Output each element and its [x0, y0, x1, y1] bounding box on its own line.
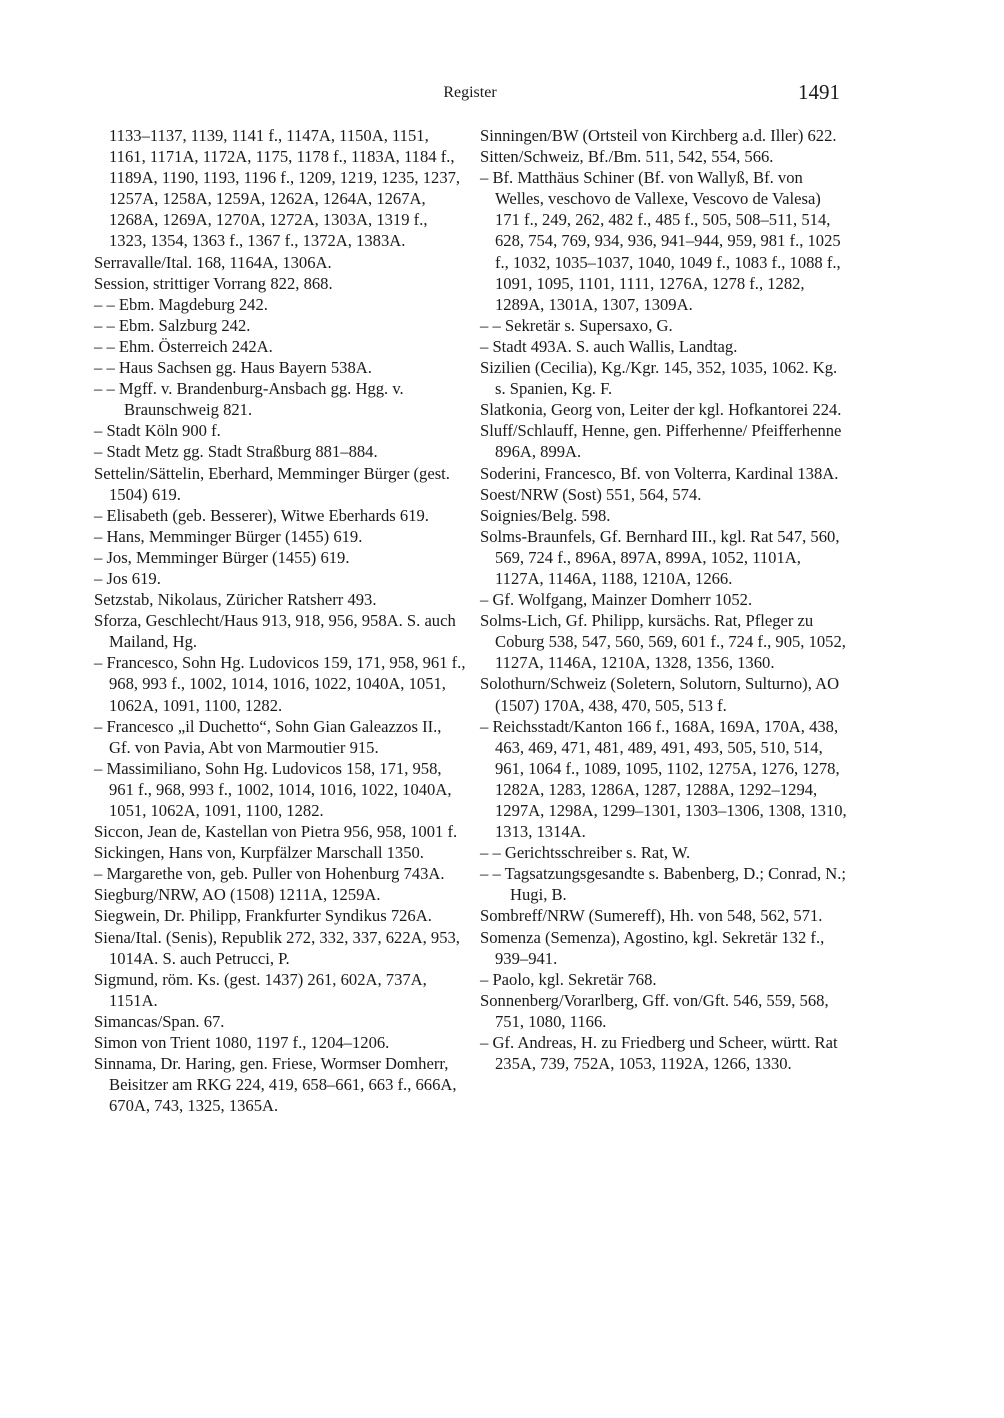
index-entry: – Margarethe von, geb. Puller von Hohenburg 743A. — [94, 864, 445, 884]
index-entry: – Gf. Wolfgang, Mainzer Domherr 1052. — [480, 590, 753, 610]
index-entry: – Stadt Metz gg. Stadt Straßburg 881–884. — [94, 442, 378, 462]
index-entry: Solms-Lich, Gf. Philipp, kursächs. Rat, Pfleger zu Coburg 538, 547, 560, 569, 601 f., 724 f., 905, 1052, 1127A, 1146A, 1210A, 1328, 1356, 1360. — [480, 611, 846, 673]
index-entry: Sonnenberg/Vorarlberg, Gff. von/Gft. 546, 559, 568, 751, 1080, 1166. — [480, 990, 829, 1031]
index-entry: – – Haus Sachsen gg. Haus Bayern 538A. — [94, 358, 372, 378]
index-entry: Siegwein, Dr. Philipp, Frankfurter Syndikus 726A. — [94, 906, 432, 926]
index-entry: Sombreff/NRW (Sumereff), Hh. von 548, 562, 571. — [480, 906, 823, 926]
index-entry: Session, strittiger Vorrang 822, 868. — [94, 273, 333, 293]
index-entry: Sluff/Schlauff, Henne, gen. Pifferhenne/ Pfeifferhenne 896A, 899A. — [480, 421, 842, 462]
index-entry: Siccon, Jean de, Kastellan von Pietra 956, 958, 1001 f. — [94, 822, 458, 842]
index-entry: – Hans, Memminger Bürger (1455) 619. — [94, 526, 363, 546]
index-entry: Solms-Braunfels, Gf. Bernhard III., kgl. Rat 547, 560, 569, 724 f., 896A, 897A, 899A, 1052, 1101A, 1127A, 1146A, 1188, 1210A, 1266. — [480, 526, 840, 588]
index-entry: – Stadt 493A. S. auch Wallis, Landtag. — [480, 336, 738, 356]
index-entry: Solothurn/Schweiz (Soletern, Solutorn, Sulturno), AO (1507) 170A, 438, 470, 505, 513 f. — [480, 674, 840, 715]
index-entry: Siena/Ital. (Senis), Republik 272, 332, 337, 622A, 953, 1014A. S. auch Petrucci, P. — [94, 927, 460, 968]
index-entry: – – Sekretär s. Supersaxo, G. — [480, 315, 673, 335]
index-entry: Simon von Trient 1080, 1197 f., 1204–1206. — [94, 1033, 390, 1053]
index-entry: Sinningen/BW (Ortsteil von Kirchberg a.d. Iller) 622. — [480, 126, 837, 145]
index-entry: – – Ebm. Magdeburg 242. — [94, 294, 268, 314]
index-entry: Somenza (Semenza), Agostino, kgl. Sekretär 132 f., 939–941. — [480, 927, 825, 968]
index-entry: – – Gerichtsschreiber s. Rat, W. — [480, 843, 691, 863]
index-entry: – Jos, Memminger Bürger (1455) 619. — [94, 547, 350, 567]
index-entry: Setzstab, Nikolaus, Züricher Ratsherr 493. — [94, 590, 377, 610]
index-entry: Serravalle/Ital. 168, 1164A, 1306A. — [94, 252, 332, 272]
index-entry: – Reichsstadt/Kanton 166 f., 168A, 169A, 170A, 438, 463, 469, 471, 481, 489, 491, 493, 505, 510, 514, 961, 1064 f., 1089, 1095, 1102, 1275A, 1276, 1278, 1282A, 1283, 1286A, 1287, 1288A, 1292–1294, 1297A, 1298A, 1299–1301, 1303–1306, 1308, 1310, 1313, 1314A. — [480, 716, 847, 842]
index-entry: – Stadt Köln 900 f. — [94, 421, 221, 441]
index-entry: – Massimiliano, Sohn Hg. Ludovicos 158, 171, 958, 961 f., 968, 993 f., 1002, 1014, 1016, 1022, 1040A, 1051, 1062A, 1091, 1100, 1282. — [94, 758, 452, 820]
index-entry: – Francesco, Sohn Hg. Ludovicos 159, 171, 958, 961 f., 968, 993 f., 1002, 1014, 1016, 1022, 1040A, 1051, 1062A, 1091, 1100, 1282. — [94, 653, 466, 715]
index-column-right — [480, 125, 848, 1074]
index-entry: – Francesco „il Duchetto“, Sohn Gian Galeazzos II., Gf. von Pavia, Abt von Marmoutier 915. — [94, 716, 442, 757]
index-entry: Siegburg/NRW, AO (1508) 1211A, 1259A. — [94, 885, 381, 905]
index-column-left — [94, 125, 466, 1116]
index-entry: Sitten/Schweiz, Bf./Bm. 511, 542, 554, 566. — [480, 147, 774, 167]
index-entry: – Gf. Andreas, H. zu Friedberg und Scheer, württ. Rat 235A, 739, 752A, 1053, 1192A, 1266, 1330. — [480, 1033, 838, 1074]
index-entry: Soest/NRW (Sost) 551, 564, 574. — [480, 484, 702, 504]
index-entry: – – Tagsatzungsgesandte s. Babenberg, D.; Conrad, N.; Hugi, B. — [480, 864, 846, 905]
index-entry: Simancas/Span. 67. — [94, 1011, 225, 1031]
index-entry: Sickingen, Hans von, Kurpfälzer Marschall 1350. — [94, 843, 424, 863]
index-entry: Sforza, Geschlecht/Haus 913, 918, 956, 958A. S. auch Mailand, Hg. — [94, 611, 456, 652]
index-entry: Sinnama, Dr. Haring, gen. Friese, Wormser Domherr, Beisitzer am RKG 224, 419, 658–661, 663 f., 666A, 670A, 743, 1325, 1365A. — [94, 1054, 457, 1116]
index-entry: – – Mgff. v. Brandenburg-Ansbach gg. Hgg. v. Braunschweig 821. — [94, 379, 404, 420]
index-entry: Soignies/Belg. 598. — [480, 505, 611, 525]
index-entry: Slatkonia, Georg von, Leiter der kgl. Hofkantorei 224. — [480, 400, 842, 420]
index-entry: – Paolo, kgl. Sekretär 768. — [480, 969, 657, 989]
index-entry: Sigmund, röm. Ks. (gest. 1437) 261, 602A, 737A, 1151A. — [94, 969, 427, 1010]
index-entry: Sizilien (Cecilia), Kg./Kgr. 145, 352, 1035, 1062. Kg. s. Spanien, Kg. F. — [480, 358, 838, 399]
running-header-title: Register — [443, 84, 497, 101]
index-entry: – – Ehm. Österreich 242A. — [94, 336, 273, 356]
index-entry: Settelin/Sättelin, Eberhard, Memminger Bürger (gest. 1504) 619. — [94, 463, 450, 504]
page-number: 1491 — [798, 80, 840, 104]
index-entry: – Bf. Matthäus Schiner (Bf. von Wallyß, Bf. von Welles, veschovo de Vallexe, Vescovo de Valesa) 171 f., 249, 262, 482 f., 485 f., 505, 508–511, 514, 628, 754, 769, 934, 936, 941–944, 959, 981 f., 1025 f., 1032, 1035–1037, 1040, 1049 f., 1083 f., 1088 f., 1091, 1095, 1101, 1111, 1276A, 1278 f., 1282, 1289A, 1301A, 1307, 1309A. — [480, 168, 841, 314]
index-entry: – Jos 619. — [94, 568, 161, 588]
index-entry: 1133–1137, 1139, 1141 f., 1147A, 1150A, 1151, 1161, 1171A, 1172A, 1175, 1178 f., 1183A, 1184 f., 1189A, 1190, 1193, 1196 f., 1209, 1219, 1235, 1237, 1257A, 1258A, 1259A, 1262A, 1264A, 1267A, 1268A, 1269A, 1270A, 1272A, 1303A, 1319 f., 1323, 1354, 1363 f., 1367 f., 1372A, 1383A. — [109, 126, 461, 251]
index-entry: – – Ebm. Salzburg 242. — [94, 315, 251, 335]
index-entry: Soderini, Francesco, Bf. von Volterra, Kardinal 138A. — [480, 463, 839, 483]
index-entry: – Elisabeth (geb. Besserer), Witwe Eberhards 619. — [94, 505, 429, 525]
